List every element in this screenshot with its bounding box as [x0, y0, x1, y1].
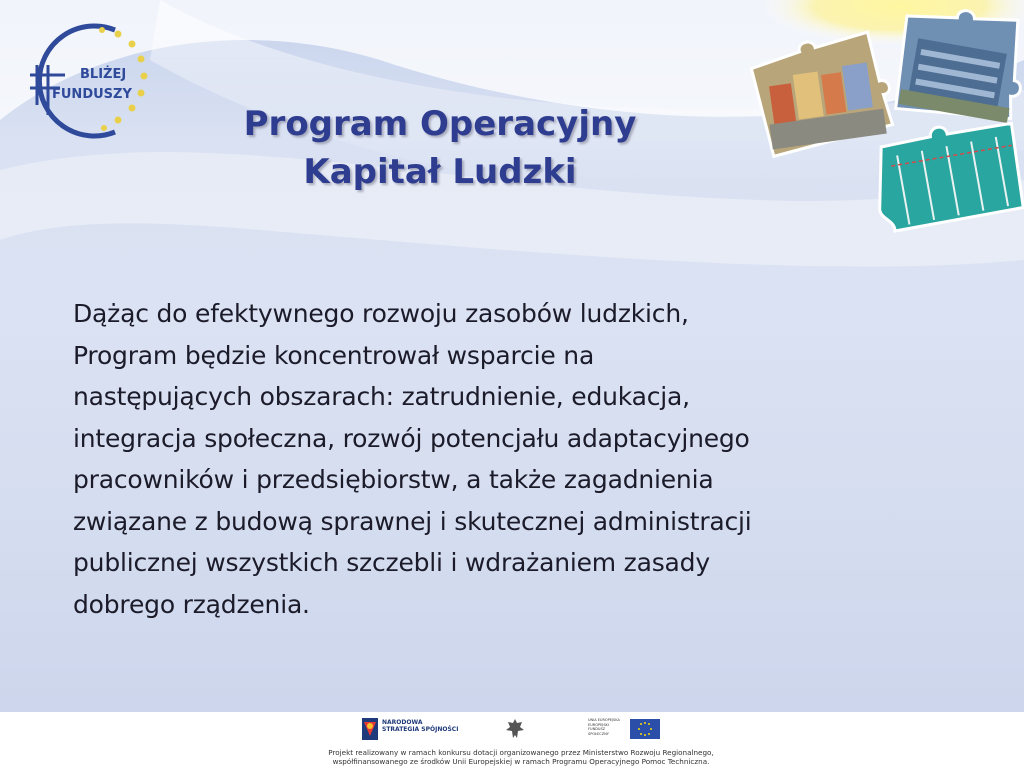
page-title	[150, 100, 730, 196]
eu-caption: UNIA EUROPEJSKA EUROPEJSKI FUNDUSZ SPOŁECZNY	[588, 718, 620, 736]
title-line-2: Kapitał Ludzki	[303, 152, 577, 192]
polish-eagle-icon	[504, 717, 526, 741]
footer-note	[286, 748, 756, 766]
body-line: publicznej wszystkich szczebli i wdrażaniem zasady	[73, 548, 710, 577]
puzzle-photo-building-icon	[891, 1, 1024, 130]
body-line: Program będzie koncentrował wsparcie na	[73, 340, 595, 370]
eu-logo	[588, 718, 660, 740]
puzzle-photo-pool-icon	[872, 119, 1024, 232]
logo-line2: FUNDUSZY	[52, 87, 132, 102]
blizej-funduszy-logo	[20, 20, 170, 145]
body-line: następujących obszarach: zatrudnienie, edukacja,	[73, 382, 690, 411]
eu-flag-icon	[630, 719, 660, 739]
nss-line1: NARODOWA	[382, 719, 423, 726]
body-paragraph	[73, 293, 953, 625]
nss-flag-icon	[362, 718, 378, 740]
footer-note-line1: Projekt realizowany w ramach konkursu dotacji organizowanego przez Ministerstwo Rozwoju Regionalnego,	[328, 748, 714, 757]
body-line: Dążąc do efektywnego rozwoju zasobów ludzkich,	[73, 299, 689, 328]
footer-logos	[0, 712, 1024, 768]
body-line: dobrego rządzenia.	[73, 589, 310, 619]
body-line: integracja społeczna, rozwój potencjału adaptacyjnego	[73, 423, 750, 453]
logo-line1: BLIŻEJ	[80, 67, 127, 82]
nss-line2: STRATEGIA SPÓJNOŚCI	[382, 726, 459, 733]
title-line-1: Program Operacyjny	[243, 104, 637, 144]
footer-note-line2: współfinansowanego ze środków Unii Europejskiej w ramach Programu Operacyjnego Pomoc Techniczna.	[332, 757, 710, 766]
puzzle-photo-town-icon	[749, 30, 897, 158]
nss-logo	[362, 716, 472, 744]
body-line: związane z budową sprawnej i skutecznej administracji	[73, 506, 752, 536]
puzzle-photos	[735, 0, 1024, 240]
body-line: pracowników i przedsiębiorstw, a także zagadnienia	[73, 465, 714, 494]
